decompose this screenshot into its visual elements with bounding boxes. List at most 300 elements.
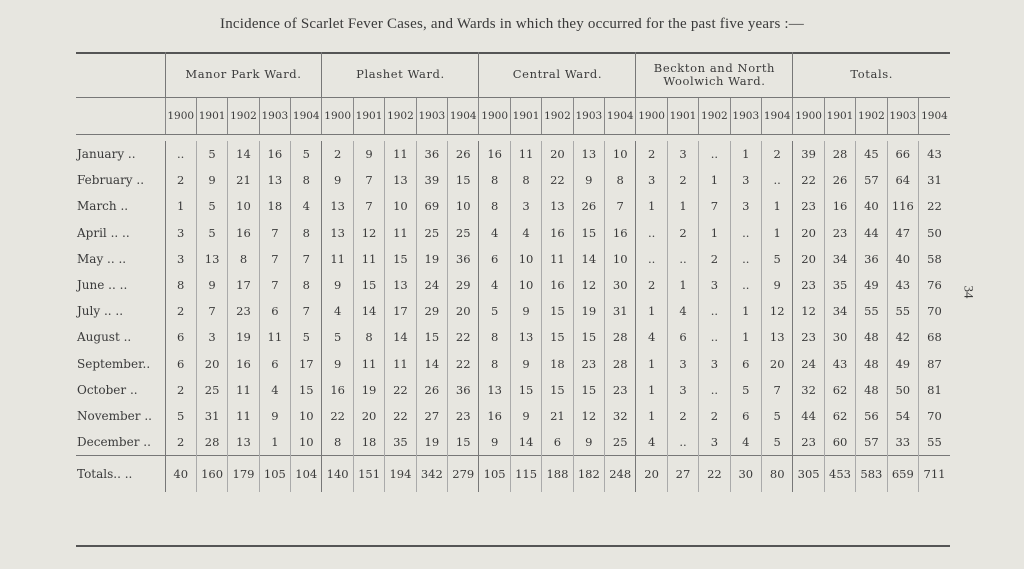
year-header: 1903 xyxy=(887,98,918,135)
table-cell: 13 xyxy=(322,220,353,246)
table-cell: .. xyxy=(730,220,761,246)
table-cell: 40 xyxy=(856,193,887,219)
table-cell: 116 xyxy=(887,193,918,219)
table-cell: 14 xyxy=(416,351,447,377)
ward-header-central: Central Ward. xyxy=(479,52,636,98)
table-cell: 16 xyxy=(605,220,636,246)
table-cell: 6 xyxy=(667,324,698,350)
table-cell: 9 xyxy=(353,141,384,167)
table-row xyxy=(76,220,950,246)
table-cell: 9 xyxy=(510,298,541,324)
table-cell: 1 xyxy=(636,377,667,403)
table-cell: 55 xyxy=(856,298,887,324)
table-cell: 11 xyxy=(542,246,573,272)
table-cell: 28 xyxy=(824,141,855,167)
table-cell: 48 xyxy=(856,351,887,377)
table-cell: 8 xyxy=(605,167,636,193)
table-cell: 3 xyxy=(667,377,698,403)
table-cell: 28 xyxy=(196,429,227,456)
table-cell: 104 xyxy=(291,456,322,493)
totals-row xyxy=(76,456,950,493)
table-cell: 43 xyxy=(824,351,855,377)
table-cell: 342 xyxy=(416,456,447,493)
table-cell: 4 xyxy=(322,298,353,324)
table-cell: 9 xyxy=(322,167,353,193)
table-cell: 17 xyxy=(228,272,259,298)
table-cell: 35 xyxy=(385,429,416,456)
table-cell: 23 xyxy=(605,377,636,403)
table-cell: 15 xyxy=(448,429,479,456)
table-cell: 5 xyxy=(196,141,227,167)
table-cell: 4 xyxy=(259,377,290,403)
table-cell: 6 xyxy=(259,351,290,377)
table-cell: 15 xyxy=(542,324,573,350)
label-header-cell xyxy=(76,98,165,135)
year-header: 1901 xyxy=(510,98,541,135)
table-cell: 1 xyxy=(636,403,667,429)
table-cell: 7 xyxy=(291,246,322,272)
table-cell: 8 xyxy=(165,272,196,298)
table-cell: 8 xyxy=(353,324,384,350)
table-cell: 27 xyxy=(416,403,447,429)
table-cell: 32 xyxy=(793,377,824,403)
table-cell: 26 xyxy=(573,193,604,219)
table-cell: 20 xyxy=(793,246,824,272)
table-cell: 4 xyxy=(479,272,510,298)
year-header: 1900 xyxy=(636,98,667,135)
table-cell: 44 xyxy=(793,403,824,429)
table-cell: 14 xyxy=(510,429,541,456)
table-cell: .. xyxy=(730,272,761,298)
table-cell: 17 xyxy=(385,298,416,324)
table-cell: 20 xyxy=(448,298,479,324)
table-cell: 23 xyxy=(793,272,824,298)
table-title: Incidence of Scarlet Fever Cases, and Wards in which they occurred for the past five years :— xyxy=(220,16,804,32)
table-cell: .. xyxy=(636,220,667,246)
table-cell: 4 xyxy=(510,220,541,246)
table-cell: 15 xyxy=(573,377,604,403)
table-cell: 23 xyxy=(448,403,479,429)
table-cell: 34 xyxy=(824,298,855,324)
table-cell: 15 xyxy=(510,377,541,403)
table-cell: 10 xyxy=(605,141,636,167)
table-cell: 9 xyxy=(510,351,541,377)
table-cell: 30 xyxy=(824,324,855,350)
year-header: 1903 xyxy=(416,98,447,135)
table-cell: 3 xyxy=(196,324,227,350)
table-cell: 2 xyxy=(165,429,196,456)
table-cell: 8 xyxy=(228,246,259,272)
table-cell: 711 xyxy=(918,456,950,493)
table-cell: 9 xyxy=(322,272,353,298)
table-cell: 57 xyxy=(856,167,887,193)
table-cell: 9 xyxy=(259,403,290,429)
table-cell: 15 xyxy=(353,272,384,298)
table-cell: 1 xyxy=(667,193,698,219)
table-cell: 10 xyxy=(291,403,322,429)
table-cell: .. xyxy=(699,377,730,403)
table-cell: 13 xyxy=(573,141,604,167)
table-cell: 7 xyxy=(196,298,227,324)
row-label: November .. xyxy=(77,408,152,423)
table-cell: 31 xyxy=(605,298,636,324)
table-cell: 31 xyxy=(196,403,227,429)
table-cell: 13 xyxy=(385,167,416,193)
table-cell: 248 xyxy=(605,456,636,493)
year-header: 1901 xyxy=(667,98,698,135)
row-label: July .. .. xyxy=(77,304,124,319)
table-cell: 23 xyxy=(824,220,855,246)
table-cell: 13 xyxy=(510,324,541,350)
table-cell: 5 xyxy=(761,246,792,272)
table-cell: 19 xyxy=(573,298,604,324)
table-cell: 20 xyxy=(196,351,227,377)
table-cell: 7 xyxy=(605,193,636,219)
table-cell: 1 xyxy=(699,220,730,246)
bottom-rule xyxy=(76,545,950,547)
table-cell: 1 xyxy=(761,220,792,246)
year-header: 1901 xyxy=(196,98,227,135)
table-cell: 7 xyxy=(259,246,290,272)
year-header: 1901 xyxy=(353,98,384,135)
table-cell: 6 xyxy=(730,351,761,377)
table-cell: 22 xyxy=(793,167,824,193)
table-cell: 22 xyxy=(385,377,416,403)
table-cell: 10 xyxy=(510,272,541,298)
table-cell: 14 xyxy=(228,141,259,167)
table-cell: 9 xyxy=(761,272,792,298)
table-cell: 19 xyxy=(228,324,259,350)
table-cell: 20 xyxy=(542,141,573,167)
table-cell: 22 xyxy=(918,193,950,219)
row-label: September.. xyxy=(77,356,151,371)
table-cell: 659 xyxy=(887,456,918,493)
year-header: 1900 xyxy=(165,98,196,135)
table-cell: 7 xyxy=(353,193,384,219)
table-cell: 5 xyxy=(291,324,322,350)
table-cell: 4 xyxy=(636,324,667,350)
table-cell: 23 xyxy=(228,298,259,324)
table-cell: 6 xyxy=(165,324,196,350)
table-cell: 16 xyxy=(228,220,259,246)
table-cell: 11 xyxy=(353,246,384,272)
table-cell: 305 xyxy=(793,456,824,493)
row-label: December .. xyxy=(77,435,151,450)
table-cell: 22 xyxy=(448,324,479,350)
table-cell: 76 xyxy=(918,272,950,298)
table-cell: 6 xyxy=(259,298,290,324)
table-cell: 48 xyxy=(856,377,887,403)
table-cell: 28 xyxy=(605,324,636,350)
table-cell: 44 xyxy=(856,220,887,246)
table-cell: 14 xyxy=(353,298,384,324)
table-cell: 40 xyxy=(165,456,196,493)
table-cell: 13 xyxy=(542,193,573,219)
table-cell: 8 xyxy=(291,167,322,193)
table-cell: 12 xyxy=(573,272,604,298)
year-header: 1903 xyxy=(259,98,290,135)
table-cell: 3 xyxy=(730,167,761,193)
table-cell: 1 xyxy=(730,324,761,350)
table-cell: 29 xyxy=(416,298,447,324)
table-cell: 7 xyxy=(761,377,792,403)
table-cell: 3 xyxy=(165,220,196,246)
table-cell: 23 xyxy=(573,351,604,377)
table-cell: 58 xyxy=(918,246,950,272)
table-cell: 2 xyxy=(761,141,792,167)
table-cell: 160 xyxy=(196,456,227,493)
table-cell: 11 xyxy=(385,351,416,377)
table-cell: 4 xyxy=(636,429,667,456)
table-cell: 64 xyxy=(887,167,918,193)
table-cell: 2 xyxy=(165,377,196,403)
table-cell: 11 xyxy=(259,324,290,350)
table-cell: 32 xyxy=(605,403,636,429)
table-cell: 16 xyxy=(479,403,510,429)
table-cell: 188 xyxy=(542,456,573,493)
table-cell: 3 xyxy=(667,351,698,377)
table-cell: 2 xyxy=(667,403,698,429)
table-cell: 25 xyxy=(605,429,636,456)
year-header: 1904 xyxy=(918,98,950,135)
year-header: 1904 xyxy=(761,98,792,135)
ward-header-beckton: Beckton and North Woolwich Ward. xyxy=(636,52,793,98)
table-cell: 33 xyxy=(887,429,918,456)
table-cell: 66 xyxy=(887,141,918,167)
table-cell: 3 xyxy=(636,167,667,193)
table-cell: 5 xyxy=(761,403,792,429)
ward-header-manor-park: Manor Park Ward. xyxy=(165,52,322,98)
table-cell: 5 xyxy=(291,141,322,167)
table-cell: .. xyxy=(165,141,196,167)
table-cell: 8 xyxy=(479,324,510,350)
table-cell: 20 xyxy=(636,456,667,493)
table-cell: 22 xyxy=(385,403,416,429)
row-label: June .. .. xyxy=(77,278,128,293)
table-cell: 14 xyxy=(573,246,604,272)
table-cell: 47 xyxy=(887,220,918,246)
table-cell: 7 xyxy=(291,298,322,324)
table-cell: 18 xyxy=(542,351,573,377)
table-cell: 15 xyxy=(416,324,447,350)
table-cell: 17 xyxy=(291,351,322,377)
table-cell: 19 xyxy=(353,377,384,403)
table-cell: 16 xyxy=(322,377,353,403)
table-cell: 1 xyxy=(636,351,667,377)
table-cell: 11 xyxy=(510,141,541,167)
table-cell: 62 xyxy=(824,377,855,403)
table-cell: 34 xyxy=(824,246,855,272)
table-cell: 1 xyxy=(636,193,667,219)
table-cell: 7 xyxy=(259,220,290,246)
table-cell: 9 xyxy=(479,429,510,456)
table-cell: 5 xyxy=(196,220,227,246)
table-cell: 151 xyxy=(353,456,384,493)
table-cell: 49 xyxy=(856,272,887,298)
table-cell: 8 xyxy=(479,167,510,193)
year-header: 1904 xyxy=(291,98,322,135)
table-cell: 49 xyxy=(887,351,918,377)
table-cell: 19 xyxy=(416,246,447,272)
table-cell: 12 xyxy=(353,220,384,246)
table-cell: 179 xyxy=(228,456,259,493)
table-cell: 1 xyxy=(699,167,730,193)
year-header: 1902 xyxy=(228,98,259,135)
table-row xyxy=(76,403,950,429)
table-cell: 22 xyxy=(448,351,479,377)
row-label: March .. xyxy=(77,199,129,214)
table-cell: 16 xyxy=(479,141,510,167)
table-cell: 13 xyxy=(196,246,227,272)
table-cell: 18 xyxy=(259,193,290,219)
table-cell: 11 xyxy=(228,403,259,429)
table-cell: 3 xyxy=(667,141,698,167)
table-cell: 4 xyxy=(479,220,510,246)
table-cell: 12 xyxy=(793,298,824,324)
table-cell: 56 xyxy=(856,403,887,429)
table-cell: 2 xyxy=(699,403,730,429)
table-cell: 13 xyxy=(322,193,353,219)
table-cell: 11 xyxy=(353,351,384,377)
table-cell: 105 xyxy=(479,456,510,493)
table-cell: 16 xyxy=(824,193,855,219)
ward-header-totals: Totals. xyxy=(793,52,950,98)
table-cell: 4 xyxy=(730,429,761,456)
table-cell: 35 xyxy=(824,272,855,298)
table-cell: 10 xyxy=(228,193,259,219)
table-cell: 36 xyxy=(448,377,479,403)
table-cell: 23 xyxy=(793,324,824,350)
table-cell: 25 xyxy=(196,377,227,403)
table-cell: 28 xyxy=(605,351,636,377)
table-cell: 8 xyxy=(322,429,353,456)
table-cell: 15 xyxy=(542,377,573,403)
table-row xyxy=(76,298,950,324)
table-cell: 9 xyxy=(573,167,604,193)
table-row xyxy=(76,324,950,350)
table-cell: 11 xyxy=(322,246,353,272)
table-cell: 20 xyxy=(793,220,824,246)
table-cell: 16 xyxy=(542,220,573,246)
table-cell: 80 xyxy=(761,456,792,493)
table-cell: 1 xyxy=(667,272,698,298)
table-cell: 5 xyxy=(165,403,196,429)
year-header: 1900 xyxy=(322,98,353,135)
year-header: 1902 xyxy=(385,98,416,135)
table-cell: 25 xyxy=(416,220,447,246)
ward-header-plashet: Plashet Ward. xyxy=(322,52,479,98)
table-cell: 2 xyxy=(667,220,698,246)
table-cell: 1 xyxy=(730,298,761,324)
table-cell: 31 xyxy=(918,167,950,193)
row-label: August .. xyxy=(77,330,132,345)
table-cell: .. xyxy=(636,246,667,272)
table-cell: 9 xyxy=(510,403,541,429)
table-cell: 2 xyxy=(636,141,667,167)
table-cell: 55 xyxy=(918,429,950,456)
table-cell: 7 xyxy=(699,193,730,219)
table-cell: 23 xyxy=(793,193,824,219)
table-cell: 13 xyxy=(479,377,510,403)
table-cell: 10 xyxy=(385,193,416,219)
table-cell: 21 xyxy=(228,167,259,193)
table-cell: 9 xyxy=(573,429,604,456)
row-label: April .. .. xyxy=(77,225,130,240)
row-label: February .. xyxy=(77,173,145,188)
row-label: October .. xyxy=(77,382,138,397)
year-header: 1902 xyxy=(699,98,730,135)
table-cell: 69 xyxy=(416,193,447,219)
table-row xyxy=(76,351,950,377)
table-cell: 2 xyxy=(165,298,196,324)
table-cell: 1 xyxy=(165,193,196,219)
table-cell: 26 xyxy=(416,377,447,403)
table-cell: 11 xyxy=(228,377,259,403)
row-label: Totals.. .. xyxy=(76,456,165,493)
table-cell: 13 xyxy=(385,272,416,298)
table-cell: 11 xyxy=(385,220,416,246)
table-cell: 453 xyxy=(824,456,855,493)
table-cell: 5 xyxy=(730,377,761,403)
table-cell: 16 xyxy=(228,351,259,377)
table-cell: 140 xyxy=(322,456,353,493)
table-cell: 16 xyxy=(259,141,290,167)
table-cell: 22 xyxy=(699,456,730,493)
table-cell: 279 xyxy=(448,456,479,493)
table-cell: 11 xyxy=(385,141,416,167)
table-cell: 3 xyxy=(510,193,541,219)
year-header: 1904 xyxy=(448,98,479,135)
table-row xyxy=(76,377,950,403)
table-cell: .. xyxy=(699,324,730,350)
table-cell: 3 xyxy=(730,193,761,219)
table-cell: 9 xyxy=(196,167,227,193)
table-row xyxy=(76,246,950,272)
table-cell: 8 xyxy=(291,272,322,298)
table-cell: 15 xyxy=(448,167,479,193)
table-cell: 55 xyxy=(887,298,918,324)
table-cell: 10 xyxy=(605,246,636,272)
year-header: 1904 xyxy=(605,98,636,135)
table-cell: 105 xyxy=(259,456,290,493)
year-header: 1900 xyxy=(479,98,510,135)
table-cell: 1 xyxy=(259,429,290,456)
table-cell: 39 xyxy=(793,141,824,167)
table-cell: 18 xyxy=(353,429,384,456)
table-cell: 1 xyxy=(761,193,792,219)
table-cell: 2 xyxy=(165,167,196,193)
table-cell: 12 xyxy=(573,403,604,429)
table-cell: 115 xyxy=(510,456,541,493)
table-cell: 21 xyxy=(542,403,573,429)
table-cell: 194 xyxy=(385,456,416,493)
table-cell: 50 xyxy=(887,377,918,403)
table-cell: 3 xyxy=(699,272,730,298)
year-header: 1903 xyxy=(730,98,761,135)
year-header: 1901 xyxy=(824,98,855,135)
year-header: 1903 xyxy=(573,98,604,135)
table-cell: 57 xyxy=(856,429,887,456)
table-cell: 6 xyxy=(730,403,761,429)
label-header-cell xyxy=(76,52,165,98)
table-cell: .. xyxy=(699,141,730,167)
table-cell: 62 xyxy=(824,403,855,429)
row-label: May .. .. xyxy=(77,251,127,266)
table-cell: 30 xyxy=(730,456,761,493)
table-cell: 43 xyxy=(918,141,950,167)
table-cell: 2 xyxy=(667,167,698,193)
table-cell: 14 xyxy=(385,324,416,350)
